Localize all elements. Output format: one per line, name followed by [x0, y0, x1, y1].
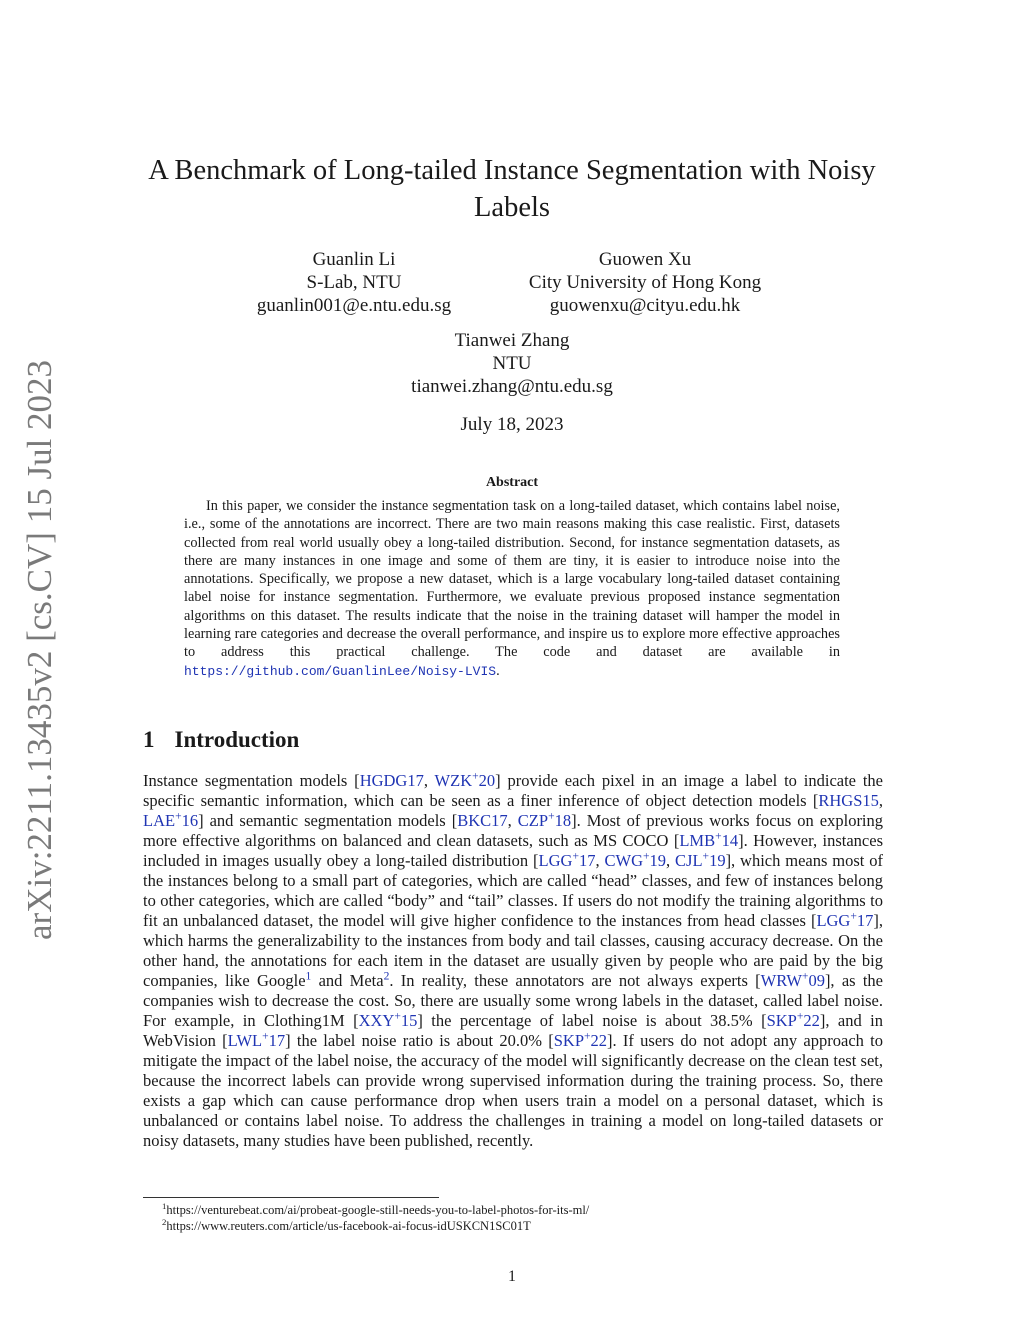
citation-link[interactable]	[605, 851, 667, 870]
footnote-ref-1[interactable]: 1	[305, 970, 312, 983]
cite-key: CZP	[517, 811, 549, 830]
footnote-mark: 2	[162, 1216, 167, 1227]
citation-link[interactable]: RHGS15	[818, 791, 879, 810]
intro-text: ]. However, instances included in images usually obey a long-tailed distribution [	[143, 831, 883, 870]
cite-year: 22	[803, 1011, 820, 1030]
author-name: Guowen Xu	[598, 249, 692, 270]
author-affiliation: S-Lab, NTU	[306, 272, 402, 293]
cite-year: 20	[478, 771, 496, 790]
author-2	[505, 248, 785, 317]
intro-text: ]. Most of previous works focus on exploring more effective algorithms on balanced and clean datasets, such as MS COCO [	[143, 811, 884, 850]
cite-sup: +	[643, 850, 650, 863]
footnote-2	[162, 1218, 862, 1234]
citation-link[interactable]	[675, 851, 726, 870]
citation-link[interactable]	[761, 971, 825, 990]
cite-key: LMB	[679, 831, 716, 850]
paper-title: A Benchmark of Long-tailed Instance Segmentation with Noisy Labels	[148, 155, 876, 223]
page-number: 1	[508, 1268, 516, 1285]
citation-link[interactable]	[518, 811, 571, 830]
citation-link[interactable]: HGDG17	[359, 771, 424, 790]
cite-sup: +	[702, 850, 710, 863]
author-email: tianwei.zhang@ntu.edu.sg	[411, 376, 613, 397]
author-affiliation: City University of Hong Kong	[528, 272, 762, 293]
cite-sup: +	[394, 1010, 401, 1023]
footnote-url[interactable]: https://www.reuters.com/article/us-facebook-ai-focus-idUSKCN1SC01T	[166, 1219, 531, 1233]
citation-link[interactable]	[143, 811, 198, 830]
author-name: Tianwei Zhang	[454, 330, 570, 351]
cite-sup: +	[801, 970, 809, 983]
intro-text: Instance segmentation models [	[143, 771, 360, 790]
arxiv-identifier: arXiv:2211.13435v2 [cs.CV] 15 Jul 2023	[20, 359, 59, 940]
citation-link[interactable]	[767, 1011, 820, 1030]
intro-text: ]. If users do not adopt any approach to mitigate the impact of the label noise, the accuracy of the model will significantly decrease on the clean test set, because the incorrect labels can provide wrong supervised information during the training process. So, there exists a gap which can cause performance drop when users train a model on a personal dataset, which is unbalanced or contains label noise. To address the challenges in training a model on long-tailed datasets or noisy datasets, many studies have been published, recently.	[143, 1031, 883, 1150]
cite-sup: +	[715, 830, 722, 843]
cite-key: LGG	[816, 911, 851, 930]
cite-year: 15	[400, 1011, 418, 1030]
cite-sup: +	[472, 770, 479, 783]
intro-text: ], as the companies wish to decrease the cost. So, there are usually some wrong labels in the dataset, called label noise. For example, in Clothing1M [	[143, 971, 883, 1030]
cite-year: 17	[268, 1031, 286, 1050]
cite-key: LGG	[538, 851, 573, 870]
cite-key: WZK	[434, 771, 473, 790]
intro-text: ], and in WebVision [	[143, 1011, 883, 1050]
cite-key: LAE	[143, 811, 176, 830]
publication-date: July 18, 2023	[460, 414, 564, 435]
cite-sup: +	[548, 810, 555, 823]
cite-year: 18	[554, 811, 572, 830]
citation-link[interactable]	[816, 911, 873, 930]
author-email: guowenxu@cityu.edu.hk	[549, 295, 741, 316]
author-3	[362, 329, 662, 398]
citation-link[interactable]	[359, 1011, 418, 1030]
footnote-url[interactable]: https://venturebeat.com/ai/probeat-google-still-needs-you-to-label-photos-for-its-ml/	[166, 1203, 590, 1217]
introduction-paragraph	[143, 771, 883, 1151]
cite-year: 17	[578, 851, 596, 870]
cite-sup: +	[572, 850, 579, 863]
section-number: 1	[143, 727, 155, 752]
footnote-1	[162, 1202, 862, 1218]
cite-year: 22	[590, 1031, 608, 1050]
section-title: Introduction	[174, 727, 300, 752]
intro-text: ], which harms the generalizability to the instances from body and tail classes, causing accuracy decrease. On the other hand, the annotations for each item in the dataset are usually given by people who are paid by the big companies, like Google	[143, 911, 883, 990]
cite-sup: +	[796, 1010, 804, 1023]
intro-text: ] the percentage of label noise is about 38.5% [	[417, 1011, 767, 1030]
code-link[interactable]: https://github.com/GuanlinLee/Noisy-LVIS	[184, 663, 497, 679]
abstract-end: .	[496, 662, 500, 679]
intro-text: . In reality, these annotators are not always experts [	[389, 971, 761, 990]
intro-text: ], which means most of the instances belong to a small part of categories, which are called “head” classes, and few of instances belong to other categories, which are called “body” and “tail” classes. If users do not modify the training algorithms to fit an unbalanced dataset, the model will give higher confidence to the instances from head classes [	[143, 851, 884, 930]
cite-year: 16	[181, 811, 199, 830]
author-1	[238, 248, 470, 317]
author-affiliation: NTU	[492, 353, 532, 374]
author-block	[0, 248, 1024, 397]
cite-year: 14	[721, 831, 739, 850]
intro-text: ] the label noise ratio is about 20.0% [	[285, 1031, 554, 1050]
citation-link[interactable]: BKC17	[457, 811, 508, 830]
cite-year: 19	[649, 851, 667, 870]
cite-year: 17	[856, 911, 874, 930]
intro-text: ,	[878, 791, 883, 810]
cite-key: SKP	[553, 1031, 585, 1050]
intro-text: ,	[666, 851, 676, 870]
cite-key: CJL	[675, 851, 703, 870]
author-name: Guanlin Li	[312, 249, 396, 270]
citation-link[interactable]	[539, 851, 596, 870]
footnote-ref-2[interactable]: 2	[383, 970, 390, 983]
citation-link[interactable]	[435, 771, 496, 790]
cite-sup: +	[175, 810, 182, 823]
cite-sup: +	[584, 1030, 591, 1043]
footnote-mark: 1	[162, 1200, 167, 1211]
abstract-text: In this paper, we consider the instance segmentation task on a long-tailed dataset, which contains label noise, i.e., some of the annotations are incorrect. There are two main reasons making this case realistic. First, datasets collected from real world usually obey a long-tailed distribution. Second, for instance segmentation datasets, as there are many instances in one image and some of them are tiny, it is easier to introduce noise into the annotations. Specifically, we propose a new dataset, which is a large vocabulary long-tailed dataset containing label noise for instance segmentation. Furthermore, we evaluate previous proposed instance segmentation algorithms on this dataset. The results indicate that the noise in the training dataset will hamper the model in learning rare categories and decrease the overall performance, and inspire us to explore more effective approaches to address this practical challenge. The code and dataset are available in	[184, 498, 840, 661]
cite-key: CWG	[604, 851, 643, 870]
cite-key: WRW	[760, 971, 802, 990]
citation-link[interactable]	[679, 831, 738, 850]
abstract-heading: Abstract	[485, 475, 539, 490]
intro-text: ] and semantic segmentation models [	[198, 811, 458, 830]
footnotes	[162, 1202, 862, 1234]
intro-text: ,	[507, 811, 518, 830]
section-heading	[143, 727, 299, 753]
cite-key: LWL	[227, 1031, 263, 1050]
intro-text: and Meta	[311, 971, 384, 990]
footnote-divider	[143, 1197, 439, 1198]
citation-link[interactable]	[554, 1031, 607, 1050]
cite-year: 09	[808, 971, 825, 990]
cite-sup: +	[262, 1030, 269, 1043]
cite-key: SKP	[766, 1011, 797, 1030]
citation-link[interactable]	[228, 1031, 286, 1050]
cite-sup: +	[850, 910, 857, 923]
abstract-body	[184, 497, 840, 681]
intro-text: ] provide each pixel in an image a label to indicate the specific semantic information, which can be seen as a finer inference of object detection models [	[143, 771, 884, 810]
intro-text: ,	[423, 771, 435, 790]
cite-year: 19	[709, 851, 726, 870]
cite-key: XXY	[358, 1011, 395, 1030]
author-email: guanlin001@e.ntu.edu.sg	[256, 295, 452, 316]
intro-text: ,	[595, 851, 605, 870]
